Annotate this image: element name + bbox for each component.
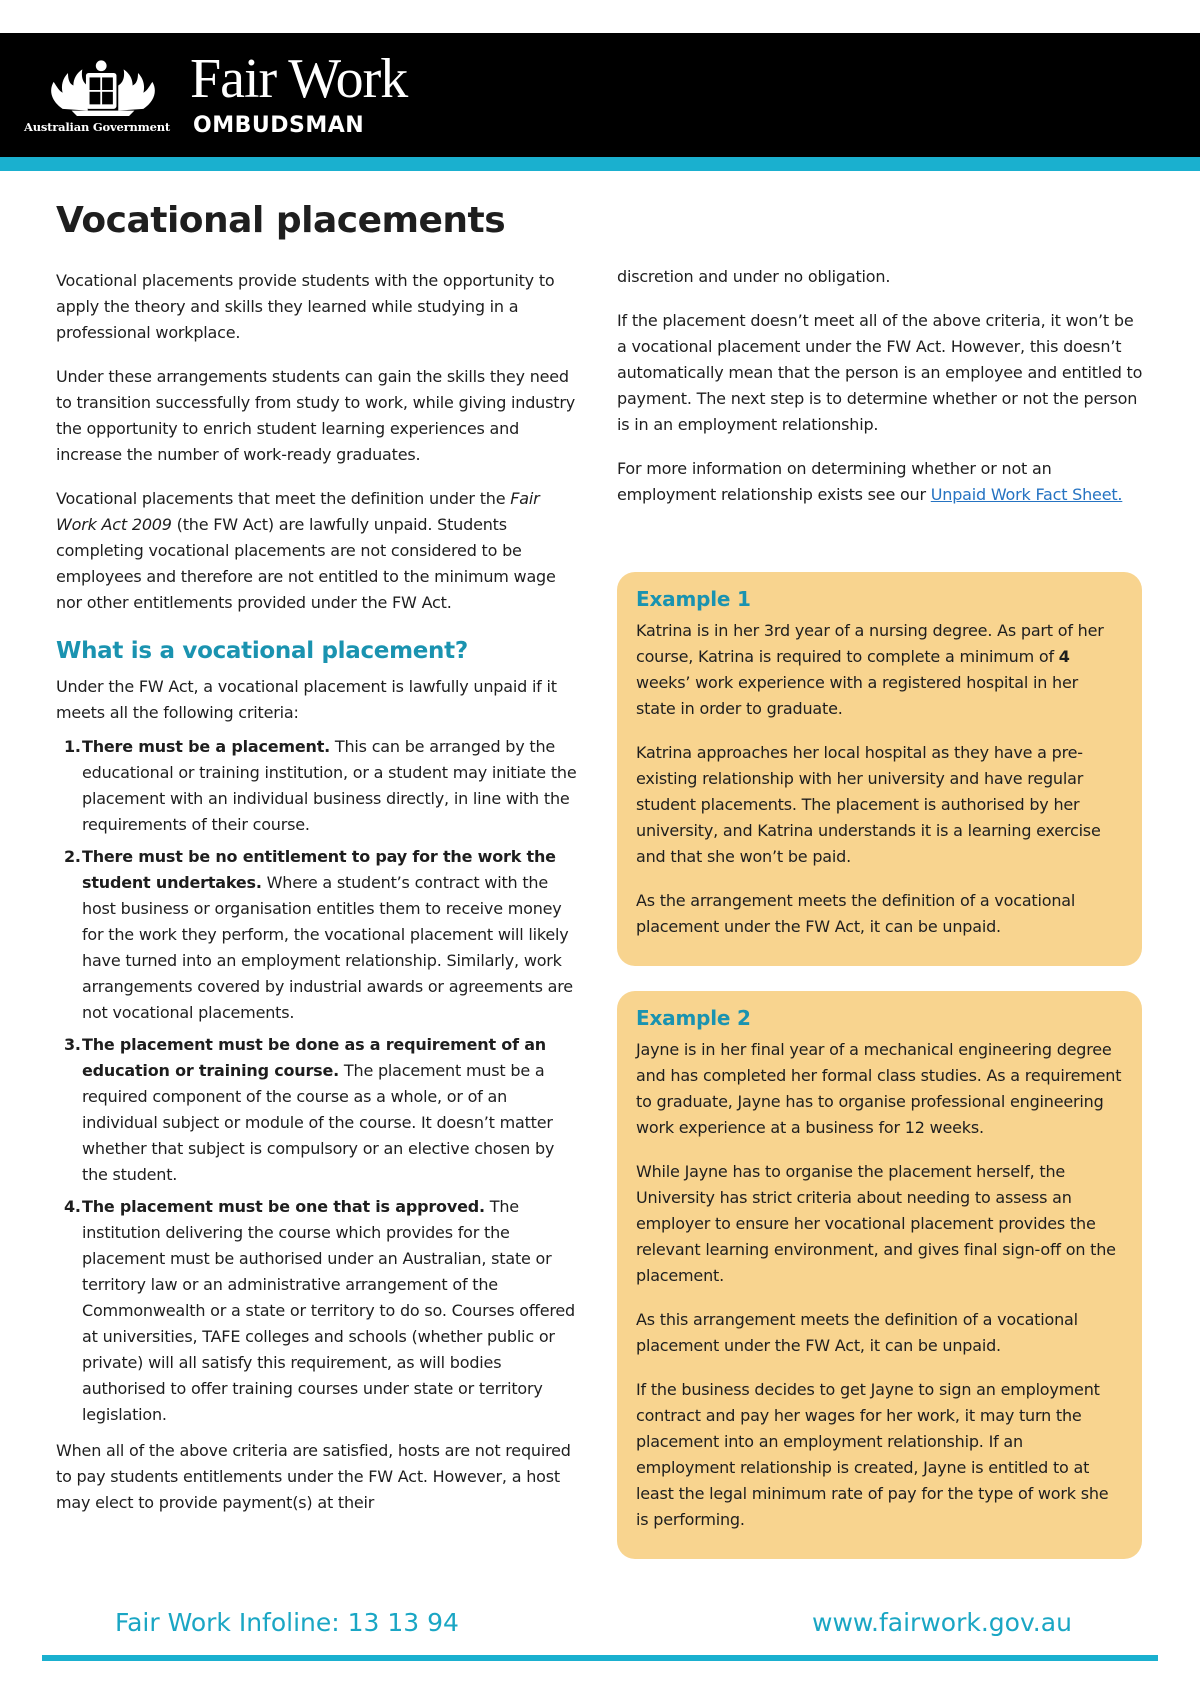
criteria-item: 1. There must be a placement. This can be arranged by the educational or training institution, or a student may initiate the placement with an individual business directly, in line with the requirements of their course.	[64, 737, 577, 834]
unpaid-work-fact-sheet-link[interactable]: Unpaid Work Fact Sheet.	[930, 485, 1123, 504]
example-2-heading: Example 2	[636, 1006, 751, 1030]
header-bar	[0, 33, 1200, 157]
right-column	[617, 268, 1145, 526]
brand-name: Fair Work	[190, 48, 408, 110]
example-2-paragraph-4: If the business decides to get Jayne to sign an employment contract and pay her wages for her work, it may turn the placement into an employment relationship. If an employment relationship is created, Jayne is entitled to at least the legal minimum rate of pay for the type of work she is performing.	[636, 1380, 1109, 1529]
left-column	[56, 268, 584, 1534]
footer-rule	[42, 1655, 1158, 1661]
example-2-paragraph-1: Jayne is in her final year of a mechanical engineering degree and has completed her formal class studies. As a requirement to graduate, Jayne has to organise professional engineering work experience at a business for 12 weeks.	[636, 1040, 1122, 1137]
act-name: Fair Work Act 2009	[56, 489, 540, 534]
header-stripe	[0, 157, 1200, 171]
intro-paragraph-2: Under these arrangements students can gain the skills they need to transition successfully from study to work, while giving industry the opportunity to enrich student learning experiences and increase the number of work-ready graduates.	[56, 367, 575, 464]
coat-of-arms-icon	[28, 55, 178, 125]
criteria-satisfied-paragraph: When all of the above criteria are satisfied, hosts are not required to pay students entitlements under the FW Act. However, a host may elect to provide payment(s) at their	[56, 1441, 571, 1512]
footer-website-link[interactable]: www.fairwork.gov.au	[812, 1608, 1072, 1637]
more-info-paragraph: For more information on determining whether or not an employment relationship exists see our Unpaid Work Fact Sheet.	[617, 459, 1123, 504]
criteria-item: 3. The placement must be done as a requirement of an education or training course. The placement must be a required component of the course as a whole, or of an individual subject or module of the course. It doesn’t matter whether that subject is compulsory or an elective chosen by the student.	[64, 1035, 555, 1184]
example-2-box	[617, 991, 1142, 1559]
criteria-item: 2. There must be no entitlement to pay for the work the student undertakes. Where a student’s contract with the host business or organisation entitles them to receive money for the work they perform, the vocational placement will likely have turned into an employment relationship. Similarly, work arrangements covered by industrial awards or agreements are not vocational placements.	[64, 847, 573, 1022]
section-lead: Under the FW Act, a vocational placement is lawfully unpaid if it meets all the following criteria:	[56, 677, 557, 722]
brand-subtitle: OMBUDSMAN	[193, 113, 365, 138]
criteria-item: 4. The placement must be one that is approved. The institution delivering the course which provides for the placement must be authorised under an Australian, state or territory law or an administrative arrangement of the Commonwealth or a state or territory to do so. Courses offered at universities, TAFE colleges and schools (whether public or private) will all satisfy this requirement, as will bodies authorised to offer training courses under state or territory legislation.	[64, 1197, 575, 1424]
example-2-paragraph-3: As this arrangement meets the definition of a vocational placement under the FW Act, it can be unpaid.	[636, 1310, 1078, 1355]
example-1-heading: Example 1	[636, 587, 751, 611]
example-1-paragraph-2: Katrina approaches her local hospital as they have a pre-existing relationship with her university and have regular student placements. The placement is authorised by her university, and Katrina understands it is a learning exercise and that she won’t be paid.	[636, 743, 1101, 866]
footer-infoline: Fair Work Infoline: 13 13 94	[115, 1608, 459, 1637]
government-label: Australian Government	[24, 120, 171, 134]
section-heading: What is a vocational placement?	[56, 638, 468, 664]
continued-paragraph: discretion and under no obligation.	[617, 267, 891, 286]
not-met-paragraph: If the placement doesn’t meet all of the above criteria, it won’t be a vocational placement under the FW Act. However, this doesn’t automatically mean that the person is an employee and entitled to payment. The next step is to determine whether or not the person is in an employment relationship.	[617, 311, 1143, 434]
example-1-paragraph-3: As the arrangement meets the definition of a vocational placement under the FW Act, it can be unpaid.	[636, 891, 1076, 936]
example-1-paragraph-1: Katrina is in her 3rd year of a nursing degree. As part of her course, Katrina is required to complete a minimum of 4 weeks’ work experience with a registered hospital in her state in order to graduate.	[636, 621, 1104, 718]
criteria-list	[56, 734, 584, 1428]
example-1-box	[617, 572, 1142, 966]
page-title: Vocational placements	[56, 200, 506, 241]
intro-paragraph-1: Vocational placements provide students with the opportunity to apply the theory and skills they learned while studying in a professional workplace.	[56, 271, 555, 342]
intro-paragraph-3: Vocational placements that meet the definition under the Fair Work Act 2009 (the FW Act) are lawfully unpaid. Students completing vocational placements are not considered to be employees and therefore are not entitled to the minimum wage nor other entitlements provided under the FW Act.	[56, 489, 556, 612]
example-2-paragraph-2: While Jayne has to organise the placement herself, the University has strict criteria about needing to assess an employer to ensure her vocational placement provides the relevant learning environment, and gives final sign-off on the placement.	[636, 1162, 1116, 1285]
